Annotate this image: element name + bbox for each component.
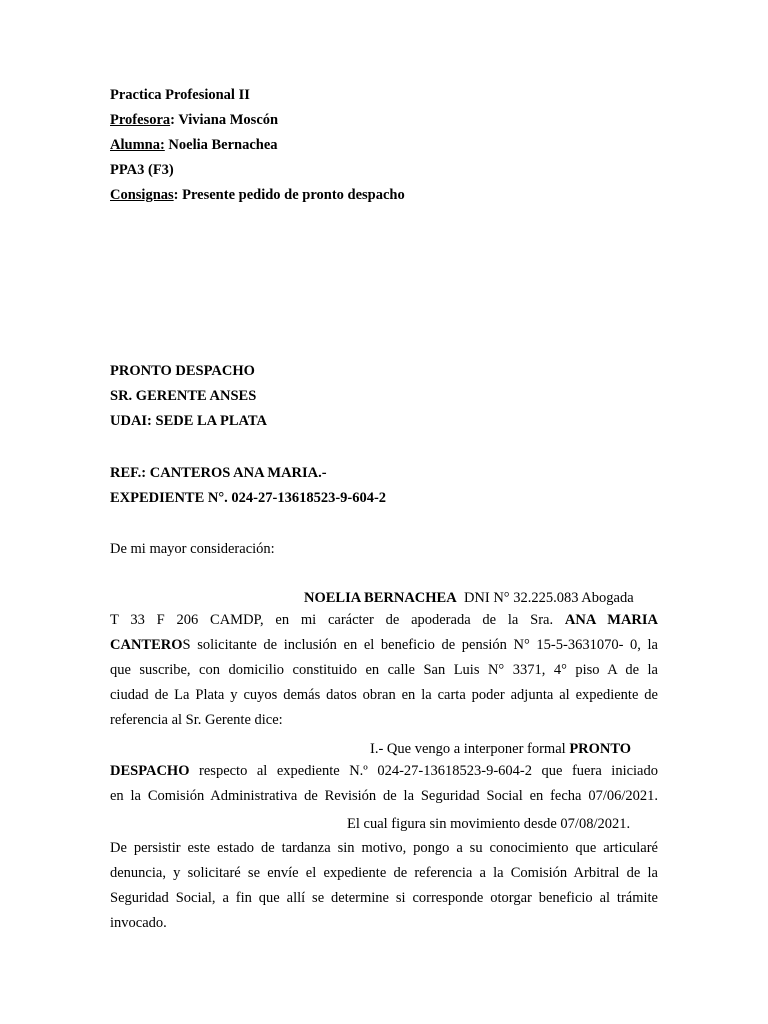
despacho-bold: DESPACHO xyxy=(110,763,190,779)
addressee-line-2: SR. GERENTE ANSES xyxy=(110,388,257,404)
reference-line: REF.: CANTEROS ANA MARIA.- xyxy=(110,465,327,481)
text-run: S solicitante de inclusión en el beneficio de pensión N° 15-5-3631070- 0, la xyxy=(182,637,658,653)
addressee-line-3: UDAI: SEDE LA PLATA xyxy=(110,413,267,429)
paragraph-4-line-4: invocado. xyxy=(110,915,167,931)
text-run: T 33 F 206 CAMDP, en mi carácter de apoderada de la Sra. xyxy=(110,612,554,628)
paragraph-1-line-6: referencia al Sr. Gerente dice: xyxy=(110,712,283,728)
student-line xyxy=(110,136,278,154)
paragraph-4-line-1: De persistir este estado de tardanza sin motivo, pongo a su conocimiento que articularé xyxy=(110,840,658,856)
text-run: respecto al expediente N.º 024-27-13618523-9-604-2 que fuera iniciado xyxy=(189,763,658,779)
paragraph-2-body xyxy=(110,759,658,809)
professor-label: Profesora xyxy=(110,112,171,128)
paragraph-1-line-4: que suscribe, con domicilio constituido en calle San Luis N° 3371, 4° piso A de la xyxy=(110,662,658,678)
pronto-bold: PRONTO xyxy=(569,741,632,757)
paragraph-4-body xyxy=(110,836,658,936)
paragraph-2-line-2 xyxy=(110,759,658,784)
addressee-line-1: PRONTO DESPACHO xyxy=(110,363,255,379)
salutation: De mi mayor consideración: xyxy=(110,541,275,557)
author-credentials: DNI N° 32.225.083 Abogada xyxy=(456,590,634,606)
student-name: Noelia Bernachea xyxy=(164,137,278,153)
assignment-label: Consignas xyxy=(110,187,174,203)
professor-name: : Viviana Moscón xyxy=(170,112,279,128)
paragraph-4-line-3: Seguridad Social, a fin que allí se determine si corresponde otorgar beneficio al trámite xyxy=(110,890,658,906)
assignment-line xyxy=(110,186,405,204)
paragraph-1-body xyxy=(110,608,658,733)
student-label: Alumna: xyxy=(110,137,165,153)
client-name-part-1: ANA MARIA xyxy=(564,612,659,628)
expediente-line: EXPEDIENTE N°. 024-27-13618523-9-604-2 xyxy=(110,490,387,506)
client-name-part-2: CANTERO xyxy=(110,637,183,653)
paragraph-2-first-line xyxy=(370,740,631,758)
paragraph-4-line-2: denuncia, y solicitaré se envíe el expediente de referencia a la Comisión Arbitral de la xyxy=(110,865,658,881)
paragraph-1-line-3 xyxy=(110,633,658,658)
author-name: NOELIA BERNACHEA xyxy=(304,590,457,606)
paragraph-2-line-3: en la Comisión Administrativa de Revisión de la Seguridad Social en fecha 07/06/2021. xyxy=(110,788,658,804)
paragraph-1-line-5: ciudad de La Plata y cuyos demás datos obran en la carta poder adjunta al expediente de xyxy=(110,687,658,703)
course-title: Practica Profesional II xyxy=(110,87,250,103)
assignment-code: PPA3 (F3) xyxy=(110,162,174,178)
paragraph-3: El cual figura sin movimiento desde 07/08/2021. xyxy=(347,816,631,832)
paragraph-1-first-line xyxy=(304,589,634,607)
paragraph-1-line-2 xyxy=(110,608,658,633)
text-run: I.- Que vengo a interponer formal xyxy=(370,741,570,757)
professor-line xyxy=(110,111,278,129)
assignment-text: : Presente pedido de pronto despacho xyxy=(173,187,405,203)
